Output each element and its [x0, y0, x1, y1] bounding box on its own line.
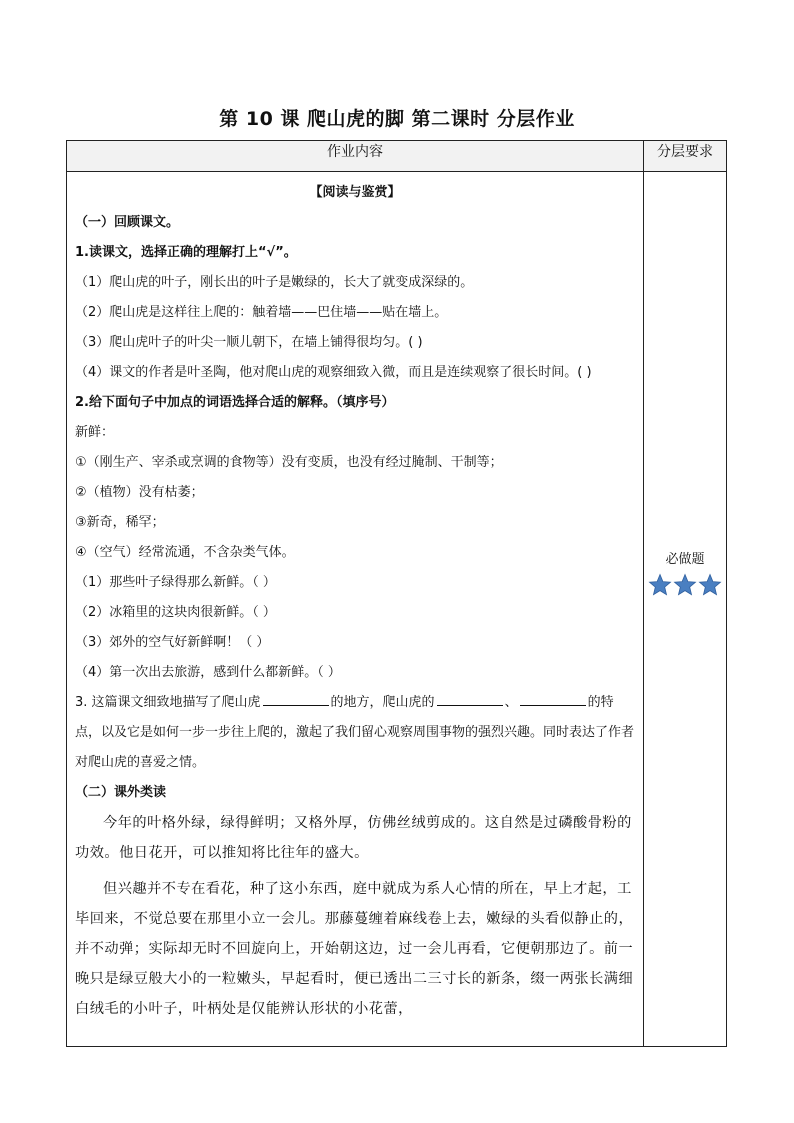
homework-table [66, 140, 727, 1047]
requirement-cell [644, 172, 727, 1047]
reading-paragraph: 今年的叶格外绿，绿得鲜明；又格外厚，仿佛丝绒剪成的。这自然是过磷酸骨粉的功效。他日花开，可以推知将比往年的盛大。 [75, 815, 632, 861]
q1-item: （3）爬山虎叶子的叶尖一顺儿朝下，在墙上铺得很均匀。( ) [75, 335, 423, 350]
q2-definition: ③新奇，稀罕； [75, 515, 165, 530]
q1-item: （1）爬山虎的叶子，刚长出的叶子是嫩绿的，长大了就变成深绿的。 [75, 275, 474, 290]
page-title: 第 10 课 爬山虎的脚 第二课时 分层作业 [219, 108, 575, 130]
q2-item: （3）郊外的空气好新鲜啊！（ ） [75, 635, 270, 650]
requirement-label: 必做题 [665, 552, 705, 567]
q2-definition: ④（空气）经常流通，不含杂类气体。 [75, 545, 295, 560]
homework-content [67, 172, 643, 1024]
q1-item: （2）爬山虎是这样往上爬的：触着墙——巴住墙——贴在墙上。 [75, 305, 448, 320]
q2-item: （1）那些叶子绿得那么新鲜。（ ） [75, 575, 276, 590]
star-icon [648, 573, 672, 597]
star-icon [698, 573, 722, 597]
q2-definition: ①（刚生产、宰杀或烹调的食物等）没有变质，也没有经过腌制、干制等； [75, 455, 503, 470]
question-2: 2.给下面句子中加点的词语选择合适的解释。（填序号） [75, 395, 395, 410]
part-two-heading: （二）课外类读 [75, 785, 167, 800]
answer-blank[interactable] [437, 691, 503, 706]
question-3: 3. 这篇课文细致地描写了爬山虎 的地方，爬山虎的 、 的特点，以及它是如何一步一步往上爬的，激起了我们留心观察周围事物的强烈兴趣。同时表达了作者对爬山虎的喜爱之情。 [75, 688, 635, 778]
answer-blank[interactable] [520, 691, 586, 706]
header-content: 作业内容 [67, 141, 644, 172]
content-cell [67, 172, 644, 1047]
part-one-heading: （一）回顾课文。 [75, 215, 180, 230]
q2-item: （4）第一次出去旅游，感到什么都新鲜。（ ） [75, 665, 341, 680]
question-1: 1.读课文，选择正确的理解打上“√”。 [75, 245, 297, 260]
q2-definition: ②（植物）没有枯萎； [75, 485, 204, 500]
table-header-row [67, 141, 727, 172]
star-icon [673, 573, 697, 597]
reading-paragraph: 但兴趣并不专在看花，种了这小东西，庭中就成为系人心情的所在，早上才起，工毕回来，不觉总要在那里小立一会儿。那藤蔓缠着麻线卷上去，嫩绿的头看似静止的，并不动弹；实际却无时不回旋向上，开始朝这边，过一会儿再看，它便朝那边了。前一晚只是绿豆般大小的一粒嫩头，早起看时，便已透出二三寸长的新条，缀一两张长满细白绒毛的小叶子，叶柄处是仅能辨认形状的小花蕾， [75, 881, 634, 1017]
requirement-block [644, 548, 726, 597]
q1-item: （4）课文的作者是叶圣陶，他对爬山虎的观察细致入微，而且是连续观察了很长时间。( ) [75, 365, 592, 380]
answer-blank[interactable] [263, 691, 329, 706]
q2-item: （2）冰箱里的这块肉很新鲜。（ ） [75, 605, 276, 620]
q2-word: 新鲜： [75, 425, 115, 440]
section-heading: 【阅读与鉴赏】 [309, 185, 401, 200]
difficulty-stars [644, 573, 726, 597]
header-requirement: 分层要求 [644, 141, 727, 172]
